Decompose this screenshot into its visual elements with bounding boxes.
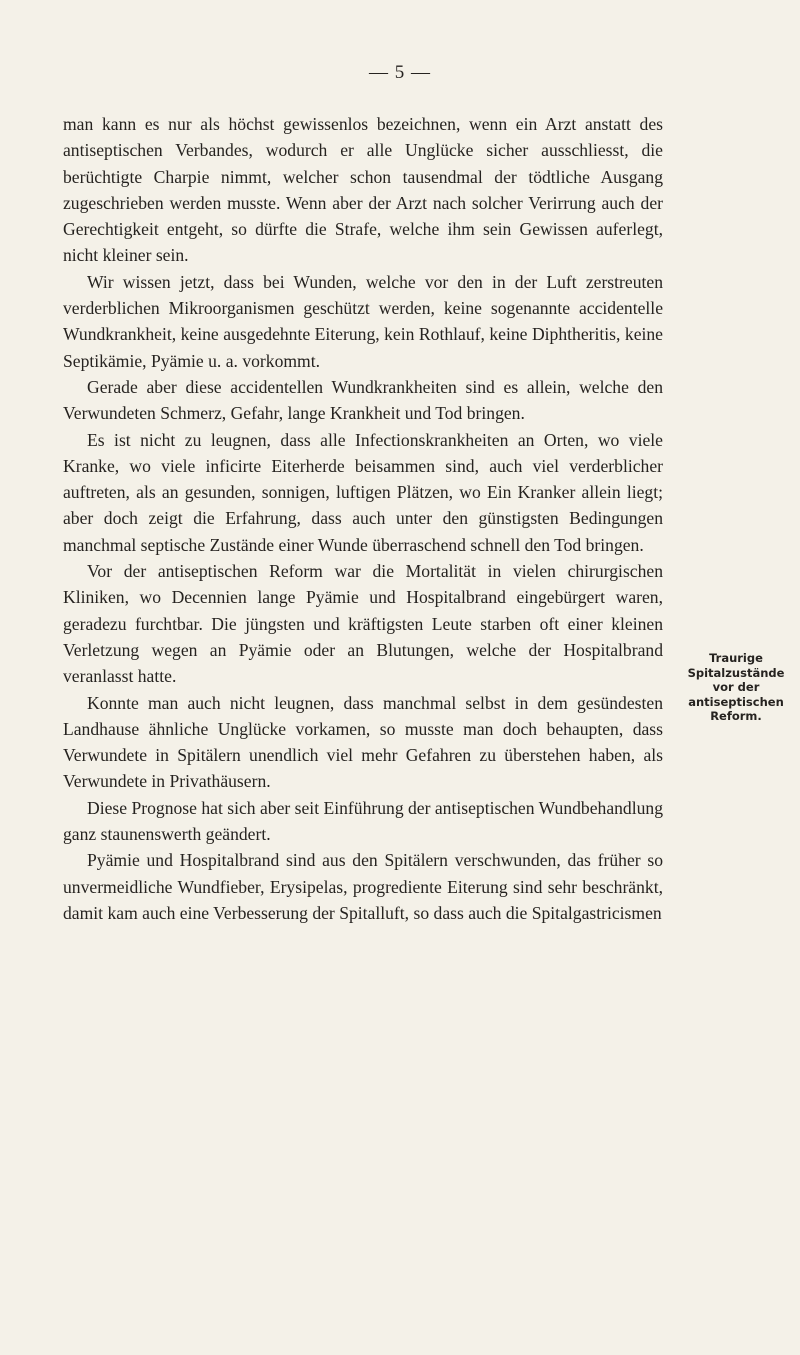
body-text <box>63 111 663 926</box>
paragraph-2: Wir wissen jetzt, dass bei Wunden, welche vor den in der Luft zerstreuten verderblichen Mikroorganismen geschützt werden, keine sogenannte accidentelle Wundkrankheit, keine ausgedehnte Eiterung, kein Rothlauf, keine Diphtheritis, keine Septikämie, Pyämie u. a. vorkommt. <box>63 271 663 371</box>
paragraph-6: Konnte man auch nicht leugnen, dass manchmal selbst in dem gesündesten Landhause ähnliche Unglücke vorkamen, so musste man doch behaupten, dass Verwundete in Spitälern unendlich viel mehr Gefahren zu überstehen haben, als Verwundete in Privathäusern. <box>63 692 663 792</box>
paragraph-5: Vor der antiseptischen Reform war die Mortalität in vielen chirurgischen Kliniken, wo Decennien lange Pyämie und Hospitalbrand eingebürgert waren, geradezu furchtbar. Die jüngsten und kräftigsten Leute starben oft einer kleinen Verletzung wegen an Pyämie oder an Blutungen, welche der Hospitalbrand veranlasst hatte. <box>63 561 663 687</box>
paragraph-7: Diese Prognose hat sich aber seit Einführung der antiseptischen Wundbehandlung ganz staunenswerth geändert. <box>63 797 663 845</box>
margin-note: Traurige Spitalzustände vor der antiseptischen Reform. <box>687 651 785 723</box>
paragraph-3: Gerade aber diese accidentellen Wundkrankheiten sind es allein, welche den Verwundeten Schmerz, Gefahr, lange Krankheit und Tod bringen. <box>63 376 663 424</box>
paragraph-1: man kann es nur als höchst gewissenlos bezeichnen, wenn ein Arzt anstatt des antiseptischen Verbandes, wodurch er alle Unglücke sicher ausschliesst, die berüchtigte Charpie nimmt, welcher schon tausendmal der tödtliche Ausgang zugeschrieben werden musste. Wenn aber der Arzt nach solcher Verirrung auch der Gerechtigkeit entgeht, so dürfte die Strafe, welche ihm sein Gewissen auferlegt, nicht kleiner sein. <box>63 114 663 266</box>
page-number: — 5 — <box>369 62 431 83</box>
paragraph-4: Es ist nicht zu leugnen, dass alle Infectionskrankheiten an Orten, wo viele Kranke, wo viele inficirte Eiterherde beisammen sind, auch viel verderblicher auftreten, als an gesunden, sonnigen, luftigen Plätzen, wo Ein Kranker allein liegt; aber doch zeigt die Erfahrung, dass auch unter den günstigsten Bedingungen manchmal septische Zustände einer Wunde überraschend schnell den Tod bringen. <box>63 429 663 555</box>
paragraph-8: Pyämie und Hospitalbrand sind aus den Spitälern verschwunden, das früher so unvermeidliche Wundfieber, Erysipelas, progrediente Eiterung sind sehr beschränkt, damit kam auch eine Verbesserung der Spitalluft, so dass auch die Spitalgastricismen <box>63 850 663 923</box>
